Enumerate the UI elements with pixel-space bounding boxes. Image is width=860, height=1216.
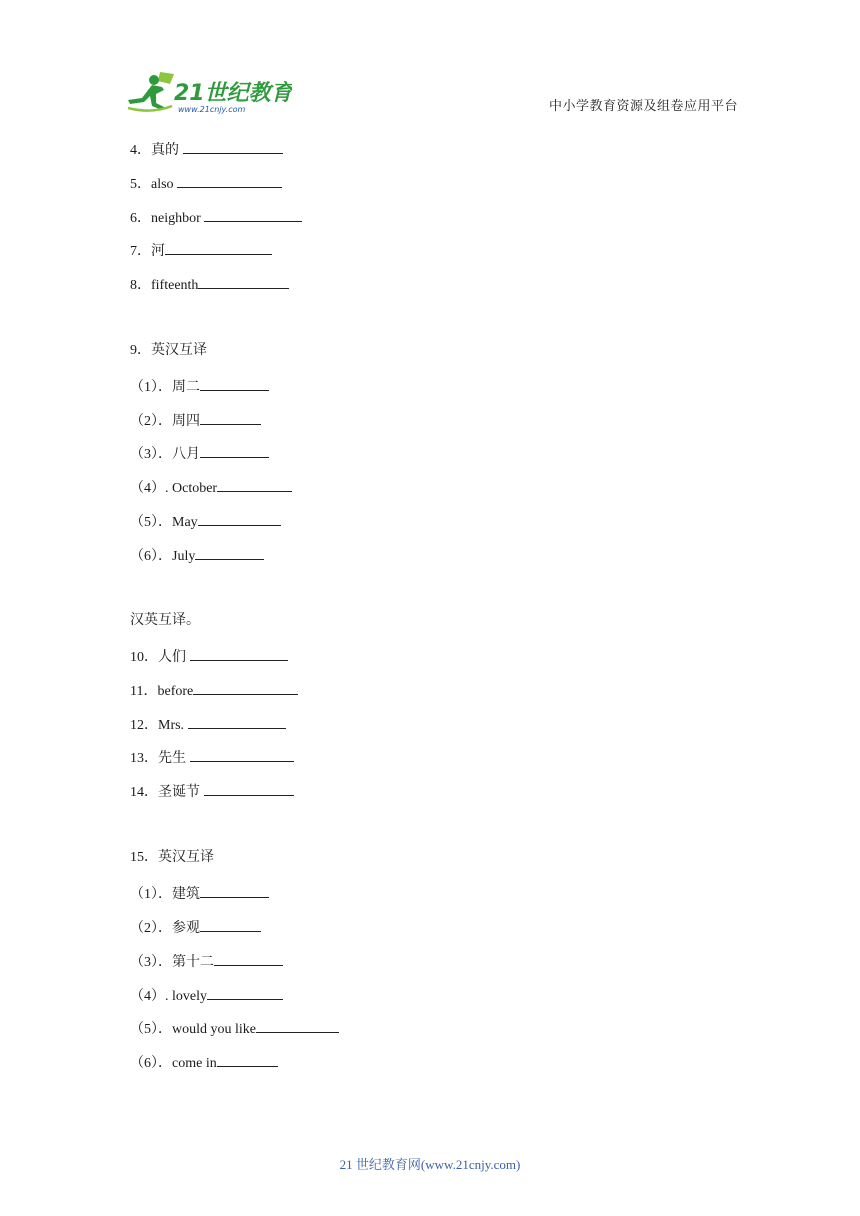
exercise-text: （4）. lovely <box>130 989 207 1004</box>
answer-blank[interactable] <box>195 545 264 560</box>
exercise-text: （6）．July <box>130 549 196 564</box>
section-title: 汉英互译。 <box>130 613 200 628</box>
exercise-text: （6）．come in <box>130 1056 217 1071</box>
exercise-text: （3）．八月 <box>130 447 200 462</box>
exercise-text: （2）．参观 <box>130 921 200 936</box>
answer-blank[interactable] <box>188 714 286 729</box>
answer-blank[interactable] <box>217 477 292 492</box>
answer-blank[interactable] <box>198 274 289 289</box>
exercise-line <box>130 714 286 735</box>
exercise-line <box>130 985 283 1006</box>
answer-blank[interactable] <box>204 781 294 796</box>
answer-blank[interactable] <box>207 985 283 1000</box>
exercise-line <box>130 747 294 768</box>
exercise-line <box>130 511 281 532</box>
exercise-text: 10．人们 <box>130 650 190 665</box>
exercise-text: 12．Mrs. <box>130 718 188 733</box>
exercise-line <box>130 545 264 566</box>
section-heading <box>130 342 207 360</box>
exercise-line <box>130 139 283 160</box>
answer-blank[interactable] <box>177 173 282 188</box>
logo-text: 21世纪教育 <box>174 81 292 106</box>
exercise-line <box>130 173 282 194</box>
exercise-text: 7．河 <box>130 244 165 259</box>
exercise-text: 8．fifteenth <box>130 278 199 293</box>
answer-blank[interactable] <box>204 207 302 222</box>
logo-runner-icon <box>122 70 292 116</box>
exercise-text: 11．before <box>130 684 194 699</box>
site-logo <box>122 70 292 116</box>
section-heading <box>130 612 200 630</box>
answer-blank[interactable] <box>183 139 283 154</box>
exercise-text: 14．圣诞节 <box>130 785 204 800</box>
exercise-line <box>130 207 302 228</box>
exercise-line <box>130 240 272 261</box>
header-tagline: 中小学教育资源及组卷应用平台 <box>549 98 739 113</box>
exercise-text: （2）．周四 <box>130 414 200 429</box>
answer-blank[interactable] <box>200 443 269 458</box>
answer-blank[interactable] <box>198 511 281 526</box>
exercise-line <box>130 1052 278 1073</box>
exercise-text: （1）．周二 <box>130 380 200 395</box>
exercise-text: （5）．would you like <box>130 1022 256 1037</box>
exercise-line <box>130 883 269 904</box>
exercise-line <box>130 274 289 295</box>
answer-blank[interactable] <box>190 646 288 661</box>
exercise-text: （4）. October <box>130 481 218 496</box>
section-title: 15．英汉互译 <box>130 850 214 865</box>
answer-blank[interactable] <box>200 917 261 932</box>
exercise-text: 5．also <box>130 177 178 192</box>
exercise-text: （5）．May <box>130 515 198 530</box>
section-title: 9．英汉互译 <box>130 343 207 358</box>
answer-blank[interactable] <box>193 680 298 695</box>
exercise-text: （3）．第十二 <box>130 955 214 970</box>
section-heading <box>130 849 214 867</box>
answer-blank[interactable] <box>256 1018 339 1033</box>
exercise-line <box>130 781 294 802</box>
exercise-line <box>130 1018 339 1039</box>
exercise-text: 13．先生 <box>130 751 190 766</box>
exercise-text: 4．真的 <box>130 143 183 158</box>
footer-link[interactable]: 21 世纪教育网(www.21cnjy.com) <box>339 1157 521 1172</box>
answer-blank[interactable] <box>200 376 269 391</box>
answer-blank[interactable] <box>214 951 283 966</box>
logo-url: www.21cnjy.com <box>178 105 246 114</box>
answer-blank[interactable] <box>190 747 294 762</box>
answer-blank[interactable] <box>200 883 269 898</box>
answer-blank[interactable] <box>200 410 261 425</box>
exercise-line <box>130 917 261 938</box>
exercise-line <box>130 477 292 498</box>
exercise-text: （1）．建筑 <box>130 887 200 902</box>
exercise-line <box>130 646 288 667</box>
answer-blank[interactable] <box>165 240 272 255</box>
answer-blank[interactable] <box>217 1052 278 1067</box>
exercise-line <box>130 410 261 431</box>
exercise-line <box>130 443 269 464</box>
exercise-line <box>130 376 269 397</box>
exercise-text: 6．neighbor <box>130 211 205 226</box>
exercise-line <box>130 680 298 701</box>
exercise-line <box>130 951 283 972</box>
